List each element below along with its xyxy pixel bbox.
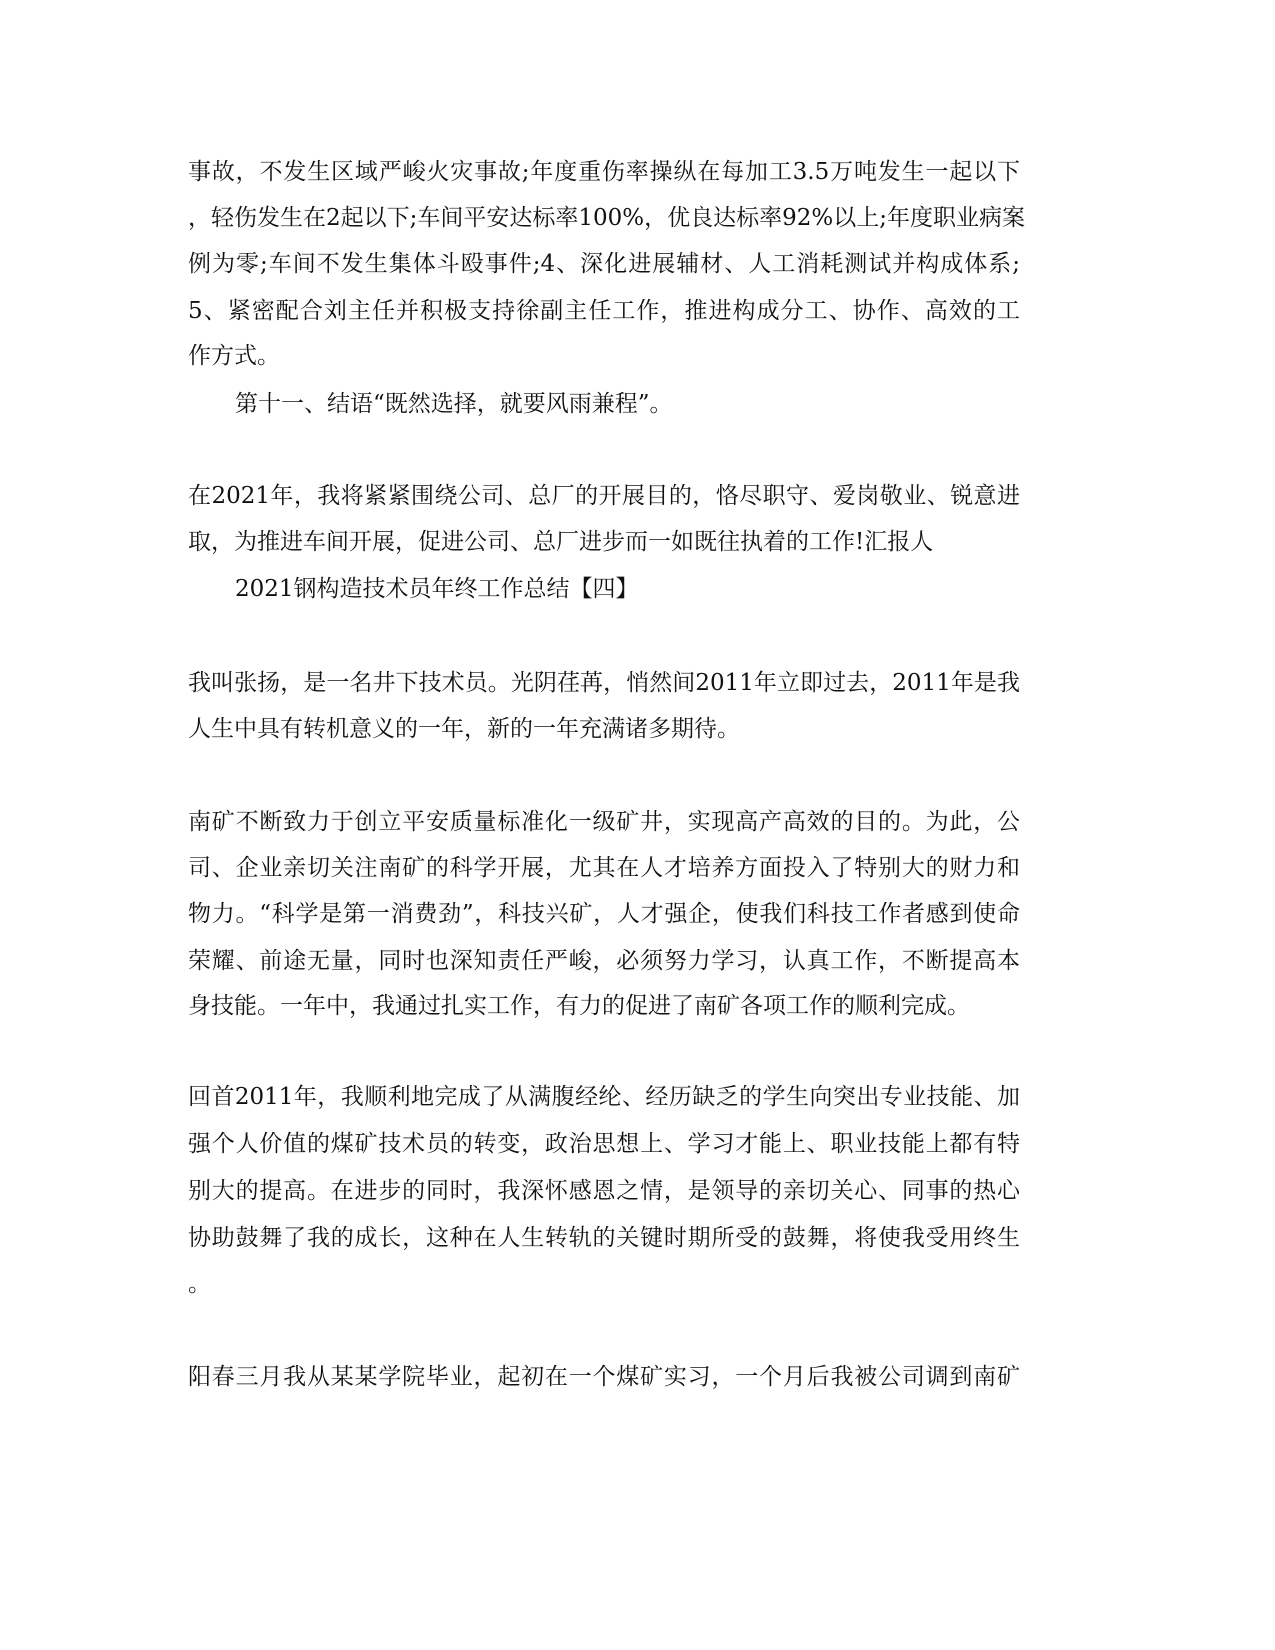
paragraph-line: 阳春三月我从某某学院毕业，起初在一个煤矿实习，一个月后我被公司调到南矿	[188, 1364, 1020, 1390]
paragraph-line: 5、紧密配合刘主任并积极支持徐副主任工作，推进构成分工、协作、高效的工	[188, 298, 1020, 324]
paragraph-line: 作方式。	[188, 343, 280, 369]
paragraph-line: 我叫张扬，是一名井下技术员。光阴荏苒，悄然间2011年立即过去，2011年是我	[188, 670, 1020, 696]
paragraph-line: 身技能。一年中，我通过扎实工作，有力的促进了南矿各项工作的顺利完成。	[188, 993, 970, 1019]
paragraph-line: 物力。“科学是第一消费劲”，科技兴矿，人才强企，使我们科技工作者感到使命	[188, 901, 1020, 927]
paragraph-line: 在2021年，我将紧紧围绕公司、总厂的开展目的，恪尽职守、爱岗敬业、锐意进	[188, 483, 1020, 509]
document-title: 2021钢构造技术员年终工作总结【四】	[235, 576, 639, 602]
paragraph-line: 。	[188, 1271, 211, 1297]
paragraph-line: 人生中具有转机意义的一年，新的一年充满诸多期待。	[188, 716, 740, 742]
paragraph-line: 事故，不发生区域严峻火灾事故;年度重伤率操纵在每加工3.5万吨发生一起以下	[188, 159, 1020, 185]
paragraph-line: 例为零;车间不发生集体斗殴事件;4、深化进展辅材、人工消耗测试并构成体系;	[188, 251, 1020, 277]
paragraph-line: 荣耀、前途无量，同时也深知责任严峻，必须努力学习，认真工作，不断提高本	[188, 948, 1020, 974]
paragraph-line: 别大的提高。在进步的同时，我深怀感恩之情，是领导的亲切关心、同事的热心	[188, 1178, 1020, 1204]
paragraph-line: ，轻伤发生在2起以下;车间平安达标率100%，优良达标率92%以上;年度职业病案	[188, 205, 1026, 231]
paragraph-line: 南矿不断致力于创立平安质量标准化一级矿井，实现高产高效的目的。为此，公	[188, 809, 1020, 835]
paragraph-line: 协助鼓舞了我的成长，这种在人生转轨的关键时期所受的鼓舞，将使我受用终生	[188, 1225, 1020, 1251]
paragraph-line: 回首2011年，我顺利地完成了从满腹经纶、经历缺乏的学生向突出专业技能、加	[188, 1084, 1020, 1110]
paragraph-line: 司、企业亲切关注南矿的科学开展，尤其在人才培养方面投入了特别大的财力和	[188, 855, 1020, 881]
paragraph-line: 取，为推进车间开展，促进公司、总厂进步而一如既往执着的工作!汇报人	[188, 529, 934, 555]
paragraph-line: 强个人价值的煤矿技术员的转变，政治思想上、学习才能上、职业技能上都有特	[188, 1131, 1020, 1157]
section-heading: 第十一、结语“既然选择，就要风雨兼程”。	[235, 391, 673, 417]
